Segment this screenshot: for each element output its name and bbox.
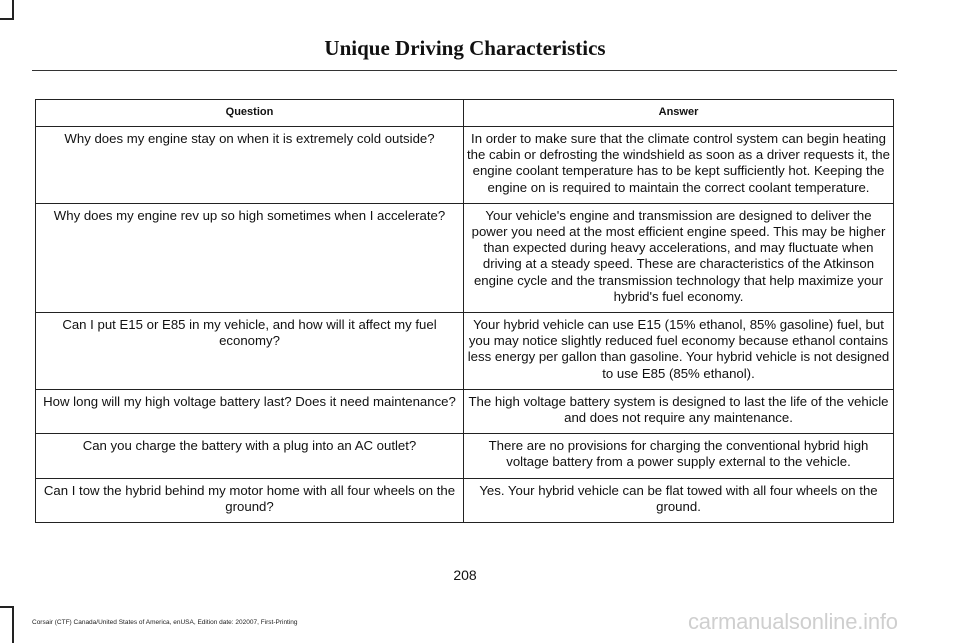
column-header-question: Question	[36, 100, 464, 127]
answer-cell: Yes. Your hybrid vehicle can be flat towed with all four wheels on the ground.	[464, 478, 894, 522]
qa-table	[35, 99, 894, 523]
table-row	[36, 389, 894, 433]
crop-mark-bottom-left-v	[12, 606, 14, 643]
table-row	[36, 313, 894, 390]
page-title: Unique Driving Characteristics	[324, 36, 606, 60]
table-row	[36, 434, 894, 478]
answer-cell: Your hybrid vehicle can use E15 (15% ethanol, 85% gasoline) fuel, but you may notice slightly reduced fuel economy because ethanol contains less energy per gallon than gasoline. Your hybrid vehicle is not designed to use E85 (85% ethanol).	[464, 313, 894, 390]
table-row	[36, 127, 894, 204]
edition-footer: Corsair (CTF) Canada/United States of America, enUSA, Edition date: 202007, First-Printing	[32, 619, 298, 626]
answer-cell: In order to make sure that the climate control system can begin heating the cabin or defrosting the windshield as soon as a driver requests it, the engine coolant temperature has to be kept sufficiently hot. Keeping the engine on is required to maintain the correct coolant temperature.	[464, 127, 894, 204]
question-cell: How long will my high voltage battery last? Does it need maintenance?	[36, 389, 464, 433]
crop-mark-top-left-h	[0, 18, 14, 20]
answer-cell: The high voltage battery system is designed to last the life of the vehicle and does not require any maintenance.	[464, 389, 894, 433]
crop-mark-top-left-v	[12, 0, 14, 20]
question-cell: Can you charge the battery with a plug into an AC outlet?	[36, 434, 464, 478]
table-row	[36, 478, 894, 522]
title-divider	[32, 70, 897, 71]
question-cell: Can I put E15 or E85 in my vehicle, and how will it affect my fuel economy?	[36, 313, 464, 390]
table-row	[36, 203, 894, 312]
crop-mark-bottom-left-h	[0, 606, 14, 608]
question-cell: Why does my engine stay on when it is extremely cold outside?	[36, 127, 464, 204]
watermark-text: carmanualsonline.info	[688, 609, 898, 634]
question-cell: Can I tow the hybrid behind my motor home with all four wheels on the ground?	[36, 478, 464, 522]
table-header-row	[36, 100, 894, 127]
answer-cell: Your vehicle's engine and transmission are designed to deliver the power you need at the most efficient engine speed. This may be higher than expected during heavy accelerations, and may fluctuate when driving at a steady speed. These are characteristics of the Atkinson engine cycle and the transmission technology that help maximize your hybrid's fuel economy.	[464, 203, 894, 312]
answer-cell: There are no provisions for charging the conventional hybrid high voltage battery from a power supply external to the vehicle.	[464, 434, 894, 478]
page-number: 208	[453, 567, 477, 583]
question-cell: Why does my engine rev up so high sometimes when I accelerate?	[36, 203, 464, 312]
column-header-answer: Answer	[464, 100, 894, 127]
